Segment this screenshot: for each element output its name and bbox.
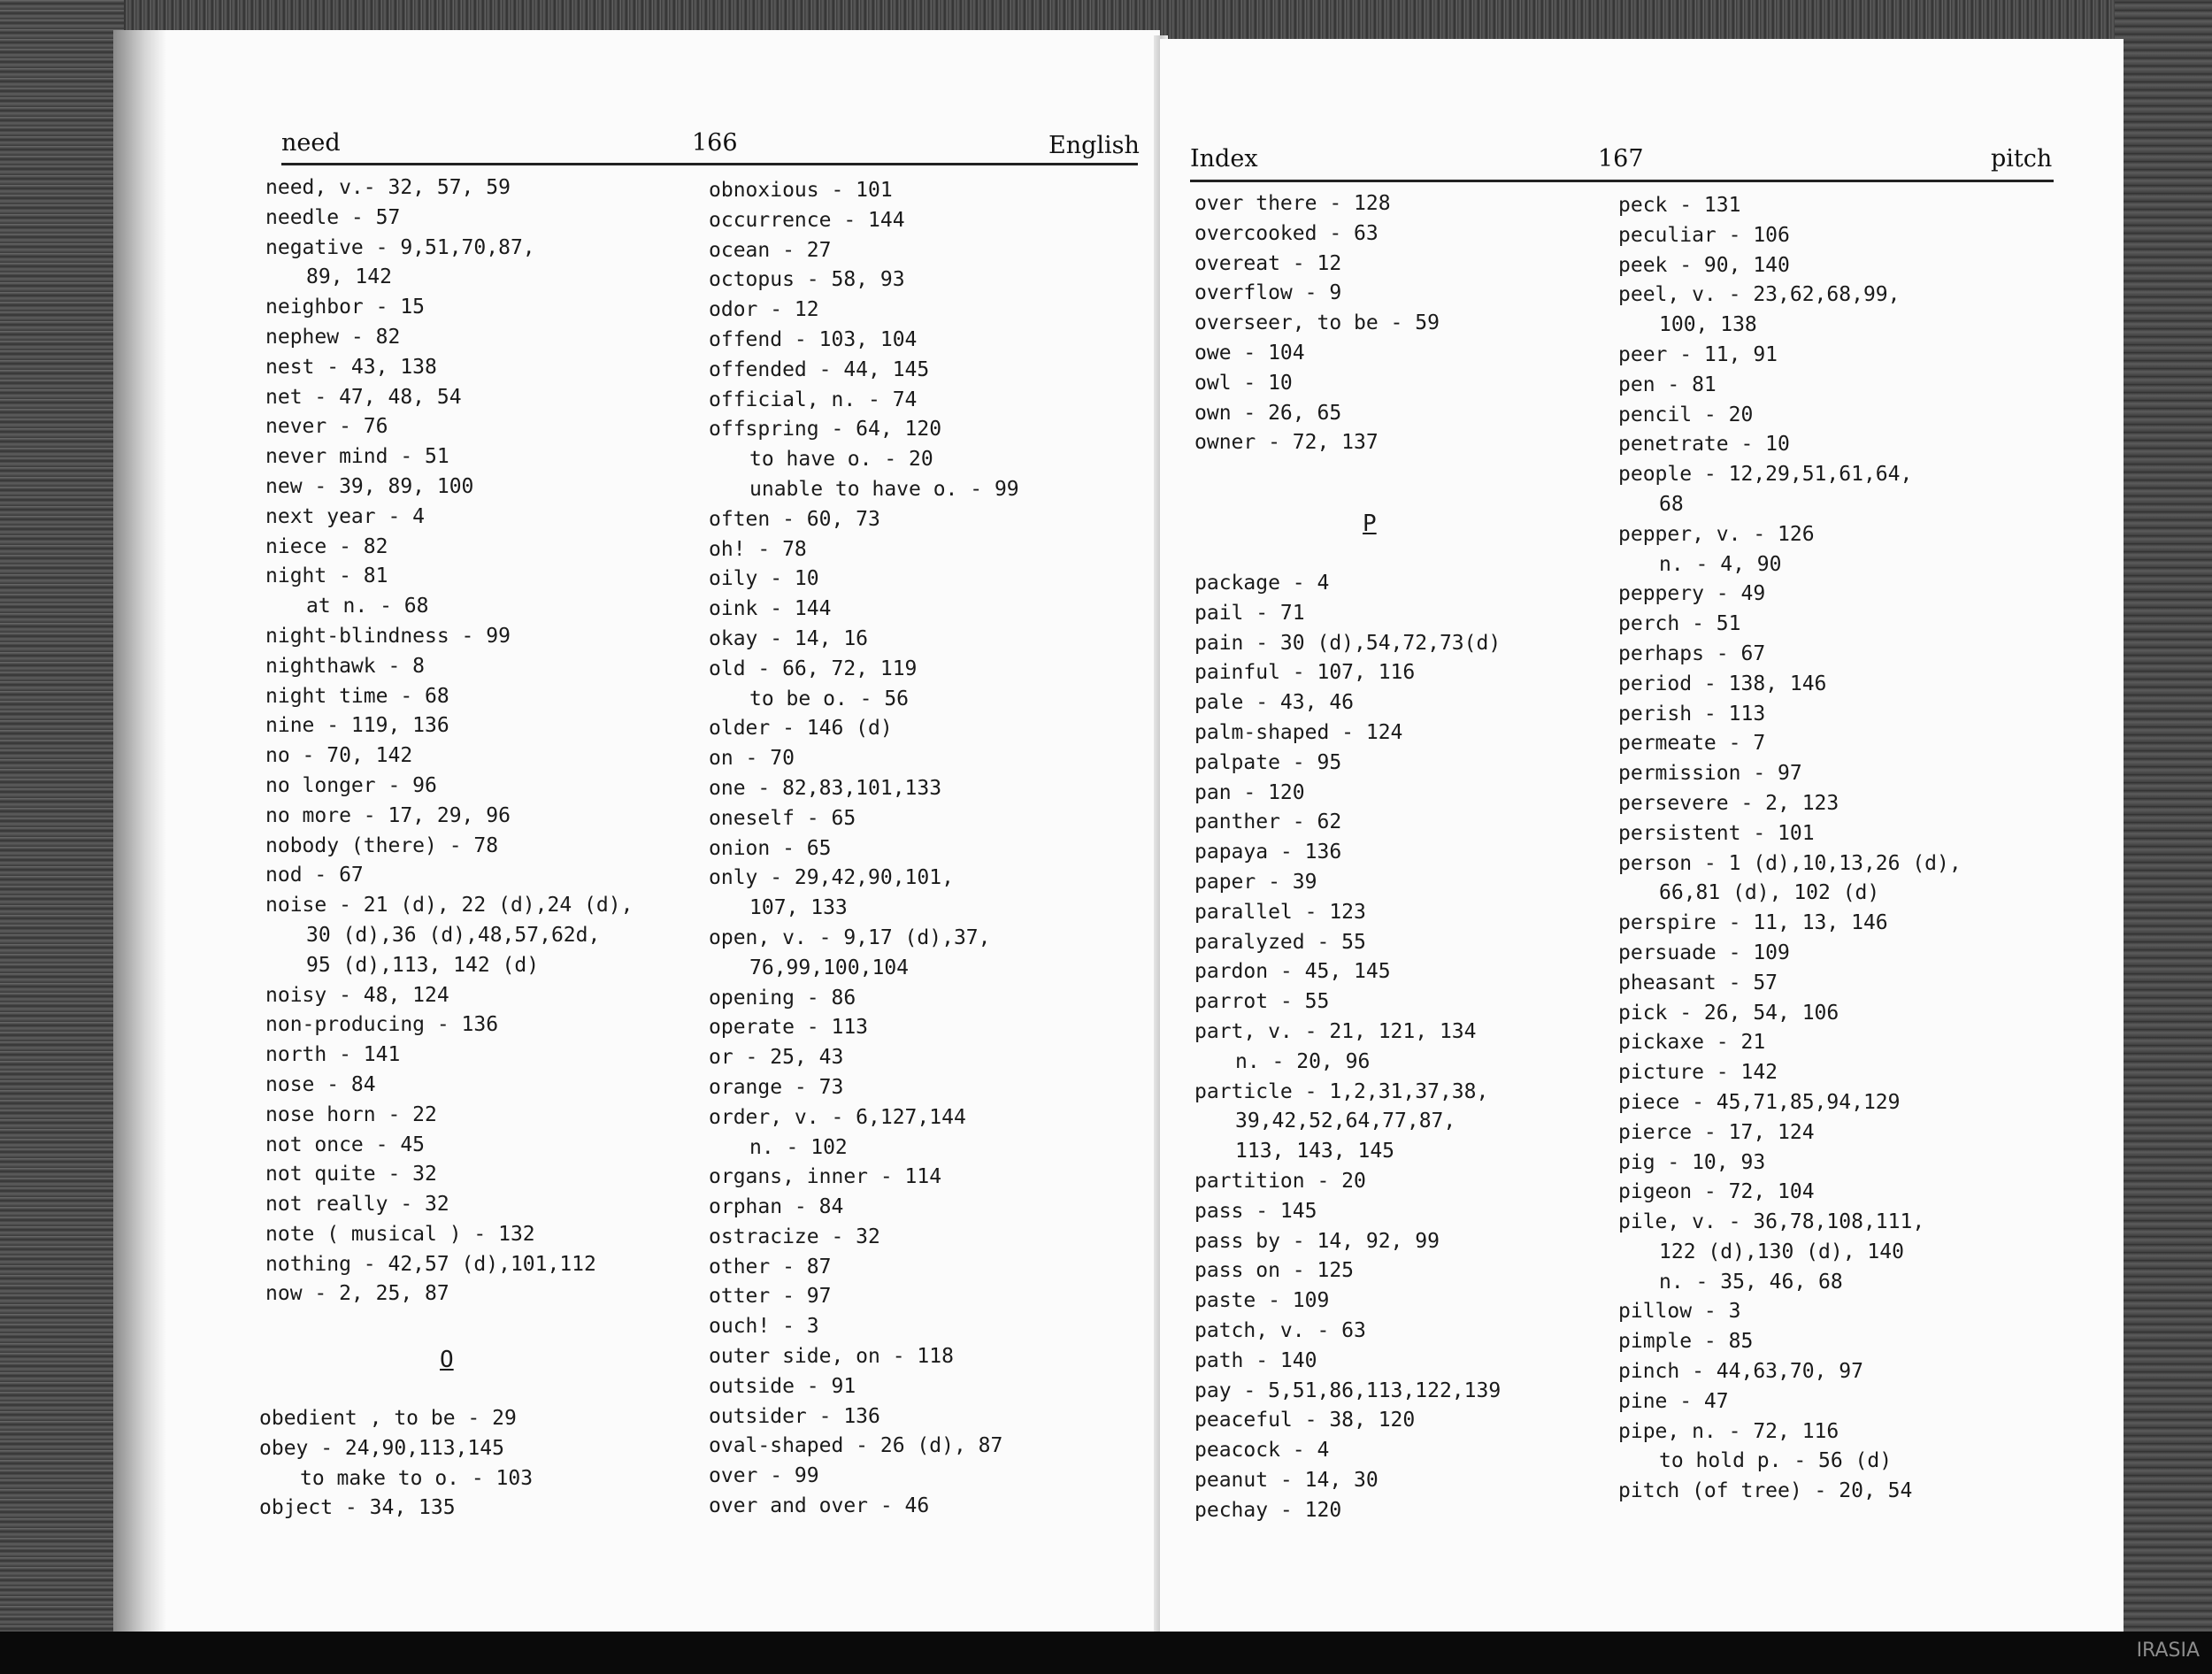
index-entry: oily - 10 — [709, 567, 819, 591]
index-entry: persevere - 2, 123 — [1618, 791, 1839, 815]
left-page-number: 166 — [692, 129, 738, 157]
index-entry: patch, v. - 63 — [1194, 1318, 1366, 1342]
index-entry: pheasant - 57 — [1618, 971, 1778, 994]
index-entry: on - 70 — [709, 747, 795, 771]
index-entry: palpate - 95 — [1194, 750, 1342, 774]
index-entry: noisy - 48, 124 — [265, 983, 449, 1007]
index-entry: oink - 144 — [709, 597, 832, 621]
index-entry: night - 81 — [265, 564, 388, 588]
index-entry: pail - 71 — [1194, 601, 1305, 625]
index-entry: paper - 39 — [1194, 870, 1317, 894]
left-running-head: need — [281, 129, 341, 157]
index-entry: need, v.- 32, 57, 59 — [265, 176, 511, 199]
index-entry: peck - 131 — [1618, 194, 1741, 217]
index-entry: overflow - 9 — [1194, 281, 1342, 305]
index-entry: part, v. - 21, 121, 134 — [1194, 1019, 1477, 1043]
index-entry: offend - 103, 104 — [709, 327, 918, 351]
index-entry: not once - 45 — [265, 1133, 426, 1156]
right-column-2 — [1618, 191, 1962, 1507]
left-running-head-right: English — [1048, 132, 1140, 159]
index-entry: non-producing - 136 — [265, 1013, 499, 1037]
index-entry: pass on - 125 — [1194, 1259, 1355, 1283]
index-entry: pass - 145 — [1194, 1199, 1317, 1223]
index-entry: ocean - 27 — [709, 238, 832, 262]
index-entry: niece - 82 — [265, 534, 388, 558]
index-entry: nine - 119, 136 — [265, 714, 449, 738]
index-entry: 89, 142 — [306, 265, 392, 289]
index-entry: picture - 142 — [1618, 1061, 1778, 1085]
index-entry: north - 141 — [265, 1043, 401, 1067]
index-entry: peppery - 49 — [1618, 582, 1766, 606]
index-entry: night-blindness - 99 — [265, 624, 511, 648]
index-entry: pepper, v. - 126 — [1618, 522, 1815, 546]
index-entry: not quite - 32 — [265, 1163, 437, 1186]
index-entry: pine - 47 — [1618, 1389, 1729, 1413]
index-entry: pick - 26, 54, 106 — [1618, 1001, 1839, 1025]
index-entry: operate - 113 — [709, 1016, 869, 1040]
index-entry: pig - 10, 93 — [1618, 1150, 1766, 1174]
index-entry: persuade - 109 — [1618, 941, 1790, 964]
right-header-rule — [1190, 180, 2054, 182]
index-entry: package - 4 — [1194, 572, 1330, 595]
index-entry: nighthawk - 8 — [265, 654, 426, 678]
index-entry: old - 66, 72, 119 — [709, 657, 918, 680]
index-entry: nobody (there) - 78 — [265, 833, 499, 857]
index-entry: never - 76 — [265, 415, 388, 439]
index-entry: pimple - 85 — [1618, 1330, 1754, 1354]
index-entry: period - 138, 146 — [1618, 672, 1827, 695]
index-entry: to have o. - 20 — [749, 448, 933, 472]
index-entry: other - 87 — [709, 1255, 832, 1279]
index-entry: 68 — [1659, 492, 1684, 516]
index-entry: orange - 73 — [709, 1075, 844, 1099]
index-entry: n. - 35, 46, 68 — [1659, 1270, 1843, 1294]
index-entry: piece - 45,71,85,94,129 — [1618, 1090, 1901, 1114]
index-entry: pipe, n. - 72, 116 — [1618, 1419, 1839, 1443]
index-entry: peaceful - 38, 120 — [1194, 1409, 1416, 1432]
index-entry: persistent - 101 — [1618, 821, 1815, 845]
index-entry: no - 70, 142 — [265, 744, 413, 768]
index-entry: 113, 143, 145 — [1235, 1140, 1395, 1163]
index-entry: nest - 43, 138 — [265, 355, 437, 379]
index-entry: penetrate - 10 — [1618, 433, 1790, 457]
index-entry: peer - 11, 91 — [1618, 342, 1778, 366]
index-entry: paralyzed - 55 — [1194, 930, 1366, 954]
index-entry: 76,99,100,104 — [749, 956, 910, 979]
index-entry: peculiar - 106 — [1618, 223, 1790, 247]
index-entry: pierce - 17, 124 — [1618, 1120, 1815, 1144]
index-entry: onion - 65 — [709, 836, 832, 860]
index-entry: oh! - 78 — [709, 537, 807, 561]
index-entry: partition - 20 — [1194, 1169, 1366, 1193]
index-entry: official, n. - 74 — [709, 388, 918, 411]
index-entry: nothing - 42,57 (d),101,112 — [265, 1252, 596, 1276]
index-entry: over - 99 — [709, 1464, 819, 1488]
index-entry: pechay - 120 — [1194, 1498, 1342, 1522]
index-entry: outer side, on - 118 — [709, 1345, 954, 1369]
index-entry: now - 2, 25, 87 — [265, 1282, 449, 1306]
index-entry: obnoxious - 101 — [709, 179, 893, 202]
watermark: IRASIA — [2136, 1639, 2200, 1662]
index-entry: no more - 17, 29, 96 — [265, 803, 511, 827]
index-entry: peel, v. - 23,62,68,99, — [1618, 283, 1901, 307]
index-entry: occurrence - 144 — [709, 208, 905, 232]
index-entry: nose horn - 22 — [265, 1102, 437, 1126]
scan-bottom-bar — [0, 1632, 2212, 1674]
index-entry: only - 29,42,90,101, — [709, 866, 954, 890]
index-entry: offspring - 64, 120 — [709, 418, 942, 442]
right-page-number: 167 — [1598, 145, 1644, 173]
index-entry: pillow - 3 — [1618, 1300, 1741, 1324]
index-entry: perspire - 11, 13, 146 — [1618, 911, 1888, 935]
scan-background-right — [2115, 0, 2212, 1674]
index-entry: 39,42,52,64,77,87, — [1235, 1110, 1456, 1133]
index-entry: at n. - 68 — [306, 595, 429, 618]
right-running-head: Index — [1190, 145, 1258, 173]
index-entry: unable to have o. - 99 — [749, 477, 1019, 501]
section-letter-p: P — [1363, 511, 1377, 537]
index-entry: never mind - 51 — [265, 445, 449, 469]
left-column-2 — [709, 176, 1019, 1522]
index-entry: oneself - 65 — [709, 806, 856, 830]
right-running-head-right: pitch — [1991, 145, 2053, 173]
index-entry: 95 (d),113, 142 (d) — [306, 953, 540, 977]
index-entry: next year - 4 — [265, 504, 426, 528]
index-entry: people - 12,29,51,61,64, — [1618, 463, 1913, 487]
index-entry: particle - 1,2,31,37,38, — [1194, 1079, 1489, 1103]
index-entry: n. - 20, 96 — [1235, 1049, 1371, 1073]
index-entry: overeat - 12 — [1194, 251, 1342, 275]
index-entry: over and over - 46 — [709, 1494, 930, 1518]
index-entry: 66,81 (d), 102 (d) — [1659, 881, 1880, 905]
index-entry: permission - 97 — [1618, 762, 1802, 786]
index-entry: owner - 72, 137 — [1194, 431, 1379, 455]
left-column-1-section-o — [259, 1404, 533, 1524]
index-entry: ostracize - 32 — [709, 1225, 880, 1248]
index-entry: otter - 97 — [709, 1285, 832, 1309]
index-entry: pale - 43, 46 — [1194, 691, 1355, 715]
index-entry: often - 60, 73 — [709, 507, 880, 531]
index-entry: n. - 4, 90 — [1659, 552, 1782, 576]
index-entry: not really - 32 — [265, 1193, 449, 1217]
index-entry: noise - 21 (d), 22 (d),24 (d), — [265, 894, 634, 918]
right-column-1-section-p — [1194, 569, 1501, 1526]
index-entry: palm-shaped - 124 — [1194, 720, 1403, 744]
index-entry: outside - 91 — [709, 1374, 856, 1398]
index-entry: nose - 84 — [265, 1072, 376, 1096]
index-entry: pen - 81 — [1618, 372, 1717, 396]
index-entry: okay - 14, 16 — [709, 626, 869, 650]
index-entry: peek - 90, 140 — [1618, 253, 1790, 277]
index-entry: order, v. - 6,127,144 — [709, 1105, 966, 1129]
index-entry: 107, 133 — [749, 896, 848, 920]
index-entry: pinch - 44,63,70, 97 — [1618, 1360, 1863, 1384]
index-entry: parrot - 55 — [1194, 990, 1330, 1014]
index-entry: orphan - 84 — [709, 1195, 844, 1219]
left-header-rule — [281, 163, 1138, 165]
index-entry: net - 47, 48, 54 — [265, 385, 462, 409]
index-entry: permeate - 7 — [1618, 732, 1766, 756]
index-entry: n. - 102 — [749, 1135, 848, 1159]
index-entry: night time - 68 — [265, 684, 449, 708]
index-entry: peanut - 14, 30 — [1194, 1468, 1379, 1492]
index-entry: obey - 24,90,113,145 — [259, 1436, 504, 1460]
index-entry: to make to o. - 103 — [300, 1466, 534, 1490]
index-entry: painful - 107, 116 — [1194, 661, 1416, 685]
index-entry: note ( musical ) - 132 — [265, 1222, 535, 1246]
index-entry: odor - 12 — [709, 298, 819, 322]
index-entry: pardon - 45, 145 — [1194, 960, 1391, 984]
index-entry: offended - 44, 145 — [709, 357, 930, 381]
index-entry: octopus - 58, 93 — [709, 268, 905, 292]
index-entry: pile, v. - 36,78,108,111, — [1618, 1210, 1925, 1234]
index-entry: nod - 67 — [265, 864, 364, 887]
index-entry: obedient , to be - 29 — [259, 1407, 517, 1430]
index-entry: pain - 30 (d),54,72,73(d) — [1194, 631, 1502, 655]
index-entry: overseer, to be - 59 — [1194, 311, 1440, 335]
section-letter-o: O — [440, 1347, 454, 1373]
index-entry: perch - 51 — [1618, 612, 1741, 636]
index-entry: owl - 10 — [1194, 371, 1293, 395]
index-entry: pan - 120 — [1194, 780, 1305, 804]
index-entry: pass by - 14, 92, 99 — [1194, 1229, 1440, 1253]
index-entry: neighbor - 15 — [265, 296, 426, 319]
index-entry: paste - 109 — [1194, 1289, 1330, 1313]
index-entry: oval-shaped - 26 (d), 87 — [709, 1434, 1003, 1458]
index-entry: perish - 113 — [1618, 702, 1766, 726]
index-entry: open, v. - 9,17 (d),37, — [709, 925, 991, 949]
left-column-1 — [265, 173, 633, 1309]
index-entry: parallel - 123 — [1194, 900, 1366, 924]
index-entry: path - 140 — [1194, 1348, 1317, 1372]
index-entry: panther - 62 — [1194, 810, 1342, 834]
index-entry: to hold p. - 56 (d) — [1659, 1449, 1893, 1473]
index-entry: peacock - 4 — [1194, 1439, 1330, 1463]
index-entry: pitch (of tree) - 20, 54 — [1618, 1479, 1913, 1503]
index-entry: organs, inner - 114 — [709, 1165, 942, 1189]
index-entry: perhaps - 67 — [1618, 641, 1766, 665]
index-entry: one - 82,83,101,133 — [709, 776, 942, 800]
index-entry: pay - 5,51,86,113,122,139 — [1194, 1378, 1502, 1402]
index-entry: older - 146 (d) — [709, 717, 893, 741]
index-entry: person - 1 (d),10,13,26 (d), — [1618, 851, 1962, 875]
index-entry: pencil - 20 — [1618, 403, 1754, 426]
index-entry: own - 26, 65 — [1194, 401, 1342, 425]
index-entry: nephew - 82 — [265, 325, 401, 349]
index-entry: ouch! - 3 — [709, 1315, 819, 1339]
left-page-edge-shadow — [113, 30, 166, 1632]
index-entry: owe - 104 — [1194, 341, 1305, 365]
index-entry: pickaxe - 21 — [1618, 1031, 1766, 1055]
index-entry: 122 (d),130 (d), 140 — [1659, 1240, 1904, 1263]
index-entry: opening - 86 — [709, 986, 856, 1010]
index-entry: 100, 138 — [1659, 313, 1757, 337]
index-entry: needle - 57 — [265, 205, 401, 229]
index-entry: over there - 128 — [1194, 192, 1391, 215]
index-entry: no longer - 96 — [265, 773, 437, 797]
index-entry: object - 34, 135 — [259, 1496, 456, 1520]
index-entry: outsider - 136 — [709, 1404, 880, 1428]
index-entry: new - 39, 89, 100 — [265, 474, 474, 498]
index-entry: pigeon - 72, 104 — [1618, 1180, 1815, 1204]
scan-background-left — [0, 0, 124, 1674]
index-entry: negative - 9,51,70,87, — [265, 235, 535, 259]
index-entry: or - 25, 43 — [709, 1046, 844, 1070]
index-entry: papaya - 136 — [1194, 841, 1342, 864]
index-entry: 30 (d),36 (d),48,57,62d, — [306, 923, 601, 947]
index-entry: to be o. - 56 — [749, 687, 910, 710]
index-entry: overcooked - 63 — [1194, 221, 1379, 245]
right-column-1 — [1194, 189, 1440, 458]
